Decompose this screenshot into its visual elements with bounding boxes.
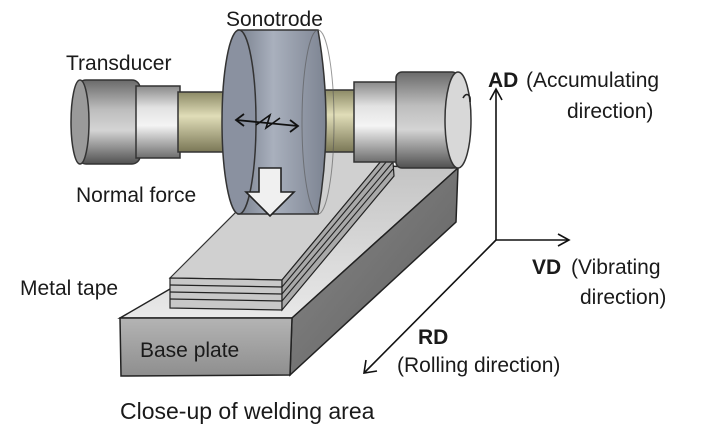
vd-desc-line1: (Vibrating [571, 256, 661, 279]
rd-code-label: RD [418, 326, 449, 349]
vd-code-label: VD [532, 256, 562, 279]
rd-desc-label: (Rolling direction) [397, 354, 561, 377]
transducer-label: Transducer [66, 52, 172, 75]
transducer [71, 80, 230, 164]
metal-tape-label: Metal tape [20, 277, 119, 300]
vd-desc-line2: direction) [580, 286, 667, 309]
ad-desc-line2: direction) [567, 100, 654, 123]
sonotrode [222, 30, 334, 216]
sonotrode-label: Sonotrode [226, 8, 323, 31]
ad-desc-line1: (Accumulating [526, 69, 660, 92]
figure-caption: Close-up of welding area [120, 398, 375, 424]
base-plate-label: Base plate [140, 339, 240, 362]
ad-code-label: AD [488, 69, 519, 92]
normal-force-label: Normal force [76, 184, 197, 207]
